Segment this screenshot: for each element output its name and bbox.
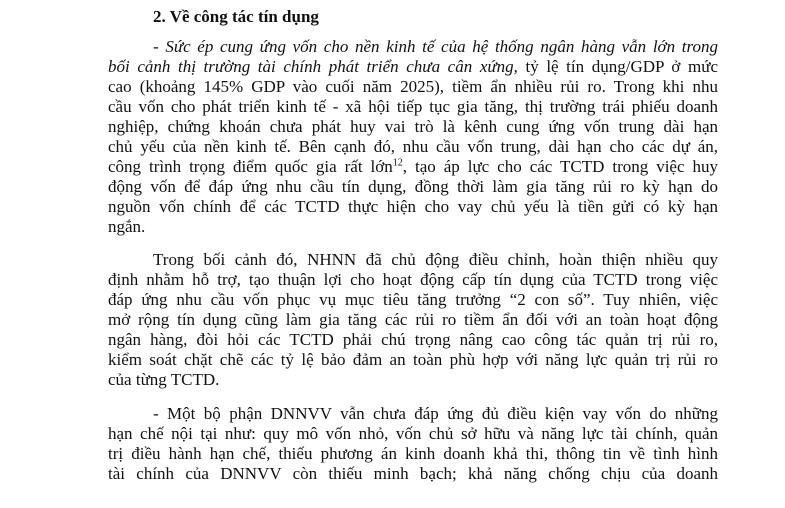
paragraph-1-line-8: động vốn để đáp ứng nhu cầu tín dụng, đồng thời làm gia tăng rủi ro kỳ hạn do xyxy=(108,177,718,196)
paragraph-1-line-4: cầu vốn cho phát triển kinh tế - xã hội tiếp tục gia tăng, thị trường trái phiếu doanh xyxy=(108,97,718,116)
section-heading: 2. Về công tác tín dụng xyxy=(153,7,319,26)
paragraph-2-line-5: ngân hàng, đòi hỏi các TCTD phải chú trọng nâng cao công tác quản trị rủi ro, xyxy=(108,330,718,349)
paragraph-3-line-3: trị điều hành hạn chế, thiếu phương án kinh doanh khả thi, thông tin về tình hình xyxy=(108,444,718,463)
paragraph-1-line-9: nguồn vốn chính để các TCTD thực hiện cho vay chủ yếu là tiền gửi có kỳ hạn xyxy=(108,197,718,216)
paragraph-1-line-2-rest: tỷ lệ tín dụng/GDP ở mức xyxy=(517,57,719,76)
paragraph-3-line-2: hạn chế nội tại như: quy mô vốn nhỏ, vốn chủ sở hữu và năng lực tài chính, quản xyxy=(108,424,718,443)
paragraph-1-line-7 xyxy=(108,157,718,176)
paragraph-2-line-4: mở rộng tín dụng cũng làm gia tăng các rủi ro tiềm ẩn đối với an toàn hoạt động xyxy=(108,310,718,329)
paragraph-3-line-1: - Một bộ phận DNNVV vẫn chưa đáp ứng đủ điều kiện vay vốn do những xyxy=(153,404,718,423)
paragraph-2-line-7: của từng TCTD. xyxy=(108,370,220,389)
paragraph-1-line-2 xyxy=(108,57,718,76)
paragraph-2-line-6: kiểm soát chặt chẽ các tỷ lệ bảo đảm an toàn phù hợp với năng lực quản trị rủi ro xyxy=(108,350,718,369)
paragraph-1-line-2-italic: bối cảnh thị trường tài chính phát triển chưa cân xứng, xyxy=(108,57,518,76)
paragraph-1-line-10: ngắn. xyxy=(108,217,146,236)
paragraph-2-line-3: đáp ứng nhu cầu vốn phục vụ mục tiêu tăng trưởng “2 con số”. Tuy nhiên, việc xyxy=(108,290,718,309)
paragraph-1-line-5: nghiệp, chứng khoán chưa phát huy vai trò là kênh cung ứng vốn trung dài hạn xyxy=(108,117,718,136)
paragraph-1-line-3: cao (khoảng 145% GDP vào cuối năm 2025), tiềm ẩn nhiều rủi ro. Trong khi nhu xyxy=(108,77,718,96)
footnote-marker[interactable]: 12 xyxy=(392,157,403,169)
paragraph-3-line-4: tài chính của DNNVV còn thiếu minh bạch; khả năng chống chịu của doanh xyxy=(108,464,718,483)
paragraph-2-line-1: Trong bối cảnh đó, NHNN đã chủ động điều chỉnh, hoàn thiện nhiều quy xyxy=(153,250,718,269)
paragraph-1-line-1: - Sức ép cung ứng vốn cho nền kinh tế của hệ thống ngân hàng vẫn lớn trong xyxy=(153,37,718,56)
paragraph-1-line-7-post: , tạo áp lực cho các TCTD trong việc huy xyxy=(402,157,718,176)
paragraph-2-line-2: định nhằm hỗ trợ, tạo thuận lợi cho hoạt động cấp tín dụng của TCTD trong việc xyxy=(108,270,718,289)
paragraph-1-line-6: chủ yếu của nền kinh tế. Bên cạnh đó, nhu cầu vốn trung, dài hạn cho các dự án, xyxy=(108,137,718,156)
paragraph-1-line-7-pre: công trình trọng điểm quốc gia rất lớn xyxy=(108,157,393,176)
